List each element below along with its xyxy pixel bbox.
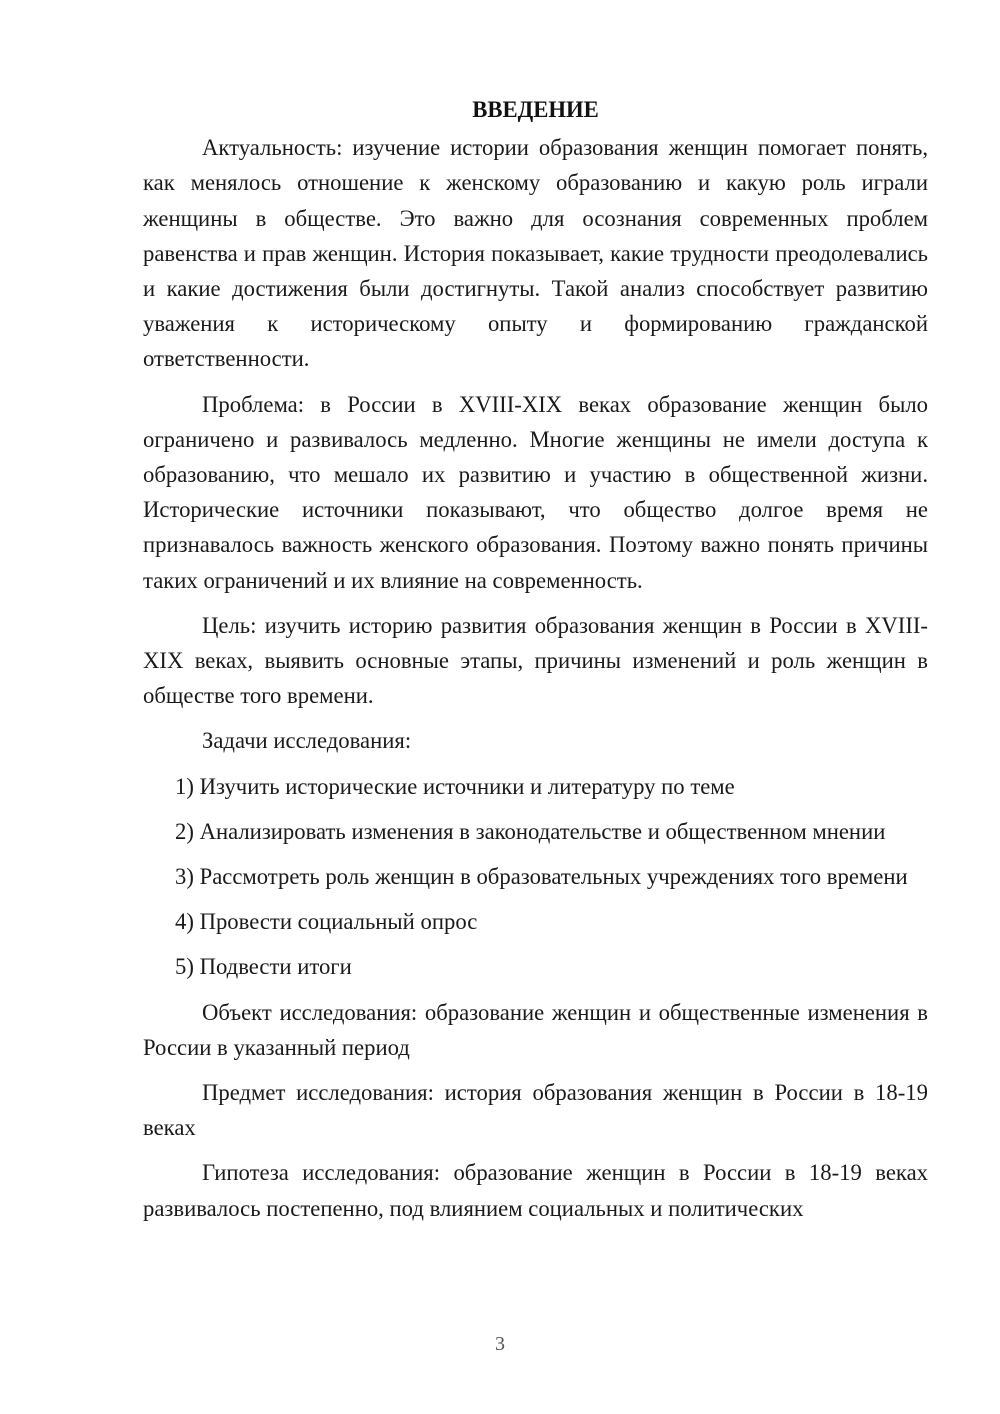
task-item-1: 1) Изучить исторические источники и литературу по теме (175, 773, 735, 799)
tasks-heading: Задачи исследования: (202, 728, 412, 754)
document-page (143, 92, 928, 1236)
paragraph-hypothesis: Гипотеза исследования: образование женщин в России в 18-19 веках развивалось постепенно, под влиянием социальных и политических (143, 1160, 928, 1221)
task-item-5: 5) Подвести итоги (175, 954, 352, 980)
page-title: ВВЕДЕНИЕ (472, 97, 599, 122)
task-item-4: 4) Провести социальный опрос (175, 909, 478, 935)
task-item-3: 3) Рассмотреть роль женщин в образовательных учреждениях того времени (175, 864, 908, 890)
paragraph-object: Объект исследования: образование женщин и общественные изменения в России в указанный период (143, 999, 928, 1060)
paragraph-relevance: Актуальность: изучение истории образования женщин помогает понять, как менялось отношение к женскому образованию и какую роль играли женщины в обществе. Это важно для осознания современных проблем равенства и прав женщин. История показывает, какие трудности преодолевались и какие достижения были достигнуты. Такой анализ способствует развитию уважения к историческому опыту и формированию гражданской ответственности. (143, 135, 928, 372)
task-item-2: 2) Анализировать изменения в законодательстве и общественном мнении (175, 818, 886, 844)
paragraph-subject: Предмет исследования: история образования женщин в России в 18-19 веках (143, 1080, 928, 1141)
page-number: 3 (495, 1333, 505, 1355)
paragraph-problem: Проблема: в России в XVIII-XIX веках образование женщин было ограничено и развивалось медленно. Многие женщины не имели доступа к образованию, что мешало их развитию и участию в общественной жизни. Исторические источники показывают, что общество долгое время не признавалось важность женского образования. Поэтому важно понять причины таких ограничений и их влияние на современность. (143, 391, 928, 593)
paragraph-goal: Цель: изучить историю развития образования женщин в России в XVIII-XIX веках, выявить основные этапы, причины изменений и роль женщин в обществе того времени. (143, 612, 928, 709)
